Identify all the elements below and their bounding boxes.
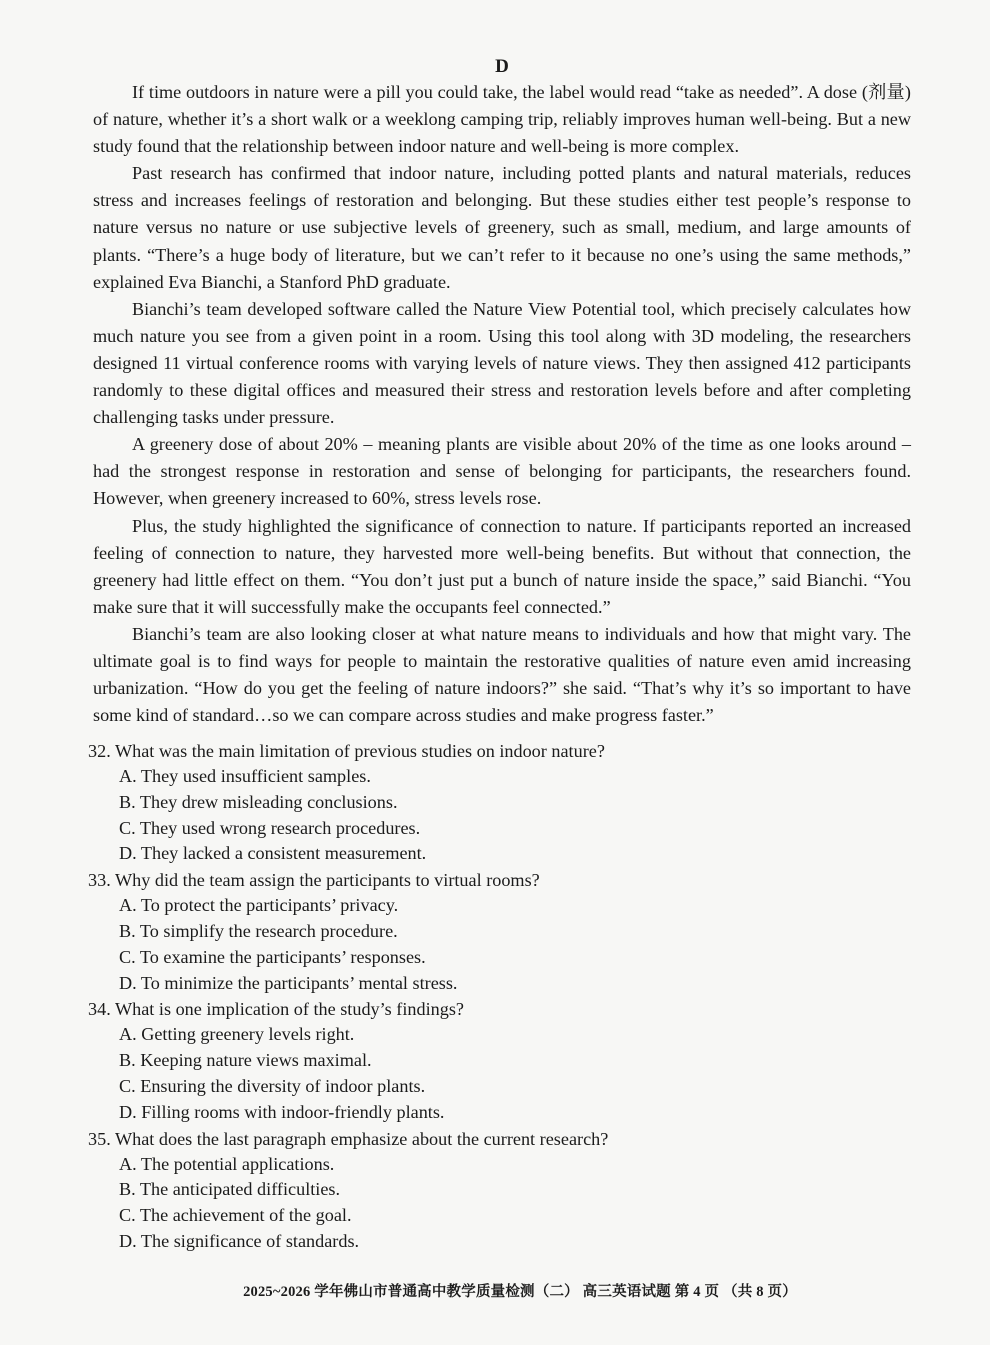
answer-option-a[interactable]: A. The potential applications. — [119, 1153, 335, 1174]
answer-option-c[interactable]: C. Ensuring the diversity of indoor plants. — [119, 1075, 426, 1096]
answer-option-d[interactable]: D. Filling rooms with indoor-friendly plants. — [119, 1101, 445, 1122]
answer-option-c[interactable]: C. They used wrong research procedures. — [119, 817, 421, 838]
answer-option-d[interactable]: D. The significance of standards. — [119, 1230, 360, 1251]
question-33 — [88, 867, 918, 996]
passage-paragraph: Bianchi’s team are also looking closer at what nature means to individuals and how that might vary. The ultimate goal is to find ways for people to maintain the restorative qualities of nature even amid increasing urbanization. “How do you get the feeling of nature indoors?” she said. “That’s why it’s so important to have some kind of standard…so we can compare across studies and make progress faster.” — [93, 623, 911, 726]
answer-option-c[interactable]: C. To examine the participants’ responses. — [119, 946, 426, 967]
passage-paragraph: If time outdoors in nature were a pill you could take, the label would read “take as needed”. A dose (剂量) of nature, whether it’s a short walk or a weeklong camping trip, reliably improves human well-being. But a new study found that the relationship between indoor nature and well-being is more complex. — [93, 82, 911, 157]
reading-passage — [93, 79, 911, 729]
answer-option-d[interactable]: D. To minimize the participants’ mental stress. — [119, 972, 458, 993]
answer-option-b[interactable]: B. To simplify the research procedure. — [119, 920, 398, 941]
question-stem: 32. What was the main limitation of previous studies on indoor nature? — [88, 741, 605, 761]
question-list — [88, 738, 918, 1255]
passage-paragraph: A greenery dose of about 20% – meaning plants are visible about 20% of the time as one looks around – had the strongest response in restoration and sense of belonging for participants, the researchers found. However, when greenery increased to 60%, stress levels rose. — [93, 434, 911, 509]
passage-paragraph: Plus, the study highlighted the significance of connection to nature. If participants reported an increased feeling of connection to nature, they harvested more well-being benefits. But without that connection, the greenery had little effect on them. “You don’t just put a bunch of nature inside the space,” said Bianchi. “You make sure that it will successfully make the occupants feel connected.” — [93, 515, 911, 617]
passage-paragraph: Past research has confirmed that indoor nature, including potted plants and natural materials, reduces stress and increases feelings of restoration and belonging. But these studies either test people’s response to nature versus no nature or use subjective levels of greenery, such as small, medium, and large amounts of plants. “There’s a huge body of literature, but we can’t refer to it because no one’s using the same methods,” explained Eva Bianchi, a Stanford PhD graduate. — [93, 163, 911, 292]
answer-option-b[interactable]: B. Keeping nature views maximal. — [119, 1050, 372, 1071]
page-footer: 2025~2026 学年佛山市普通高中教学质量检测（二） 高三英语试题 第 4 页 （共 8 页） — [243, 1284, 797, 1300]
question-34 — [88, 996, 918, 1125]
question-35 — [88, 1126, 918, 1255]
question-32 — [88, 738, 918, 867]
question-stem: 35. What does the last paragraph emphasize about the current research? — [88, 1128, 609, 1149]
passage-paragraph: Bianchi’s team developed software called the Nature View Potential tool, which precisely calculates how much nature you see from a given point in a room. Using this tool along with 3D modeling, the researchers designed 11 virtual conference rooms with varying levels of nature views. They then assigned 412 participants randomly to these digital offices and measured their stress and restoration levels before and after completing challenging tasks under pressure. — [93, 298, 911, 428]
answer-option-c[interactable]: C. The achievement of the goal. — [119, 1205, 352, 1226]
answer-option-a[interactable]: A. They used insufficient samples. — [119, 766, 371, 786]
question-stem: 34. What is one implication of the study’s findings? — [88, 999, 464, 1020]
answer-option-a[interactable]: A. Getting greenery levels right. — [119, 1024, 355, 1045]
answer-option-b[interactable]: B. They drew misleading conclusions. — [119, 791, 398, 812]
answer-option-b[interactable]: B. The anticipated difficulties. — [119, 1179, 341, 1200]
section-label: D — [495, 56, 509, 77]
question-stem: 33. Why did the team assign the participants to virtual rooms? — [88, 870, 540, 891]
answer-option-a[interactable]: A. To protect the participants’ privacy. — [119, 895, 399, 916]
answer-option-d[interactable]: D. They lacked a consistent measurement. — [119, 843, 427, 864]
